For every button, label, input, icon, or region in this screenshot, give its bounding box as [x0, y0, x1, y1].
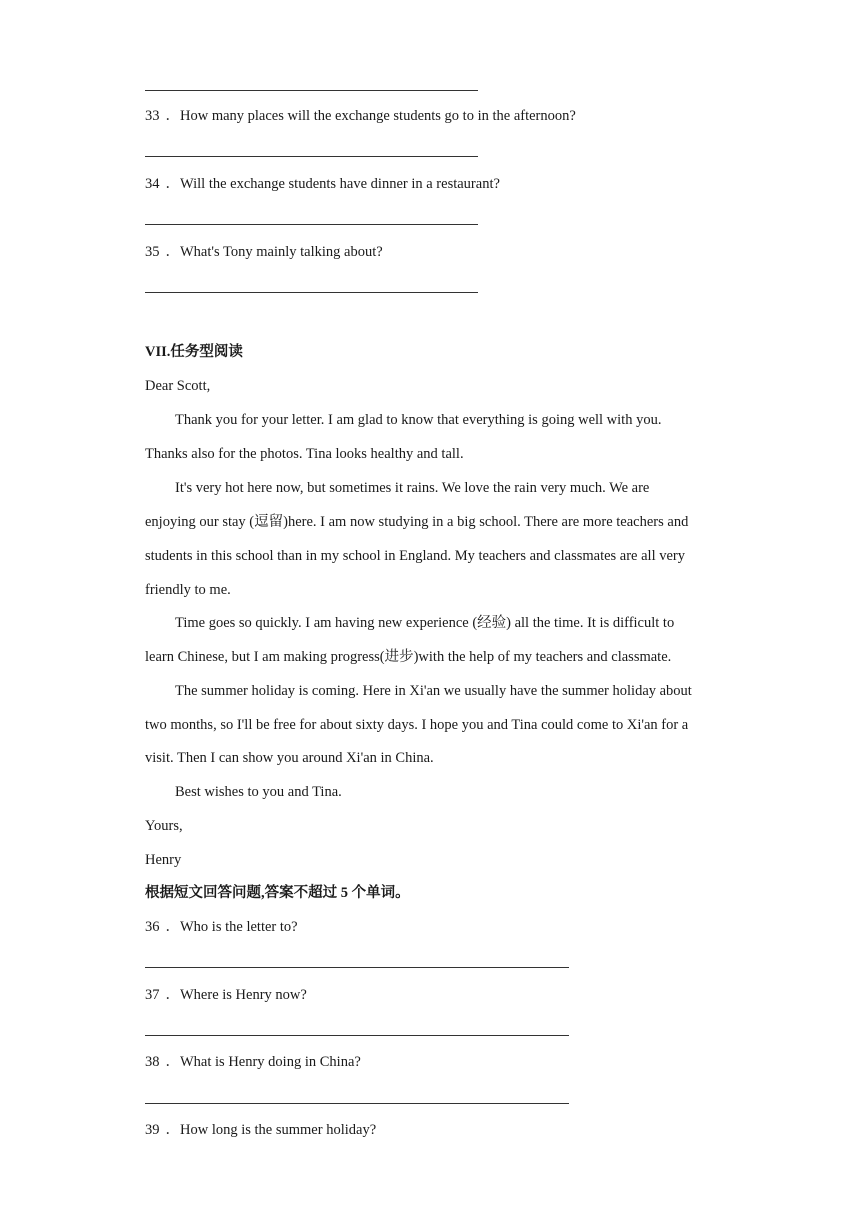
question-37: 37 ．Where is Henry now? [145, 987, 307, 1003]
question-text: Who is the letter to? [180, 919, 298, 935]
question-38: 38 ．What is Henry doing in China? [145, 1054, 361, 1070]
question-number: 38 [145, 1054, 160, 1070]
question-number: 37 [145, 987, 160, 1003]
letter-line: Time goes so quickly. I am having new experience (经验) all the time. It is difficult to [175, 615, 675, 631]
section-heading: VII.任务型阅读 [145, 344, 243, 360]
answer-line-34[interactable] [145, 224, 478, 225]
letter-line: visit. Then I can show you around Xi'an in China. [145, 750, 434, 766]
answer-line-38[interactable] [145, 1103, 569, 1104]
question-text: How many places will the exchange students go to in the afternoon? [180, 108, 576, 124]
question-text: How long is the summer holiday? [180, 1122, 377, 1138]
question-text: What is Henry doing in China? [180, 1054, 361, 1070]
letter-line: enjoying our stay (逗留)here. I am now studying in a big school. There are more teachers and [145, 514, 689, 530]
question-text: Where is Henry now? [180, 987, 307, 1003]
question-text: What's Tony mainly talking about? [180, 244, 383, 260]
letter-signature: Henry [145, 852, 182, 868]
letter-line: It's very hot here now, but sometimes it rains. We love the rain very much. We are [175, 480, 650, 496]
answer-line-36[interactable] [145, 967, 569, 968]
question-39: 39 ．How long is the summer holiday? [145, 1122, 377, 1138]
question-34: 34 ．Will the exchange students have dinner in a restaurant? [145, 176, 500, 192]
letter-line: two months, so I'll be free for about sixty days. I hope you and Tina could come to Xi'an for a [145, 717, 689, 733]
answer-line[interactable] [145, 90, 478, 91]
question-number: 33 [145, 108, 160, 124]
letter-line: Thank you for your letter. I am glad to know that everything is going well with you. [175, 412, 662, 428]
letter-line: students in this school than in my school in England. My teachers and classmates are all very [145, 548, 686, 564]
question-36: 36 ．Who is the letter to? [145, 919, 298, 935]
question-number: 39 [145, 1122, 160, 1138]
question-text: Will the exchange students have dinner in a restaurant? [180, 176, 500, 192]
answer-line-33[interactable] [145, 156, 478, 157]
question-number: 36 [145, 919, 160, 935]
letter-line: The summer holiday is coming. Here in Xi'an we usually have the summer holiday about [175, 683, 692, 699]
question-33: 33 ．How many places will the exchange students go to in the afternoon? [145, 108, 576, 124]
letter-closing: Yours, [145, 818, 183, 834]
letter-salutation: Dear Scott, [145, 378, 211, 394]
answer-line-35[interactable] [145, 292, 478, 293]
question-35: 35 ．What's Tony mainly talking about? [145, 244, 383, 260]
letter-line: learn Chinese, but I am making progress(进步)with the help of my teachers and classmate. [145, 649, 672, 665]
letter-line: friendly to me. [145, 582, 231, 598]
question-number: 34 [145, 176, 160, 192]
question-number: 35 [145, 244, 160, 260]
letter-line: Thanks also for the photos. Tina looks healthy and tall. [145, 446, 464, 462]
answer-line-37[interactable] [145, 1035, 569, 1036]
instruction: 根据短文回答问题,答案不超过 5 个单词。 [145, 885, 410, 901]
letter-line: Best wishes to you and Tina. [175, 784, 342, 800]
